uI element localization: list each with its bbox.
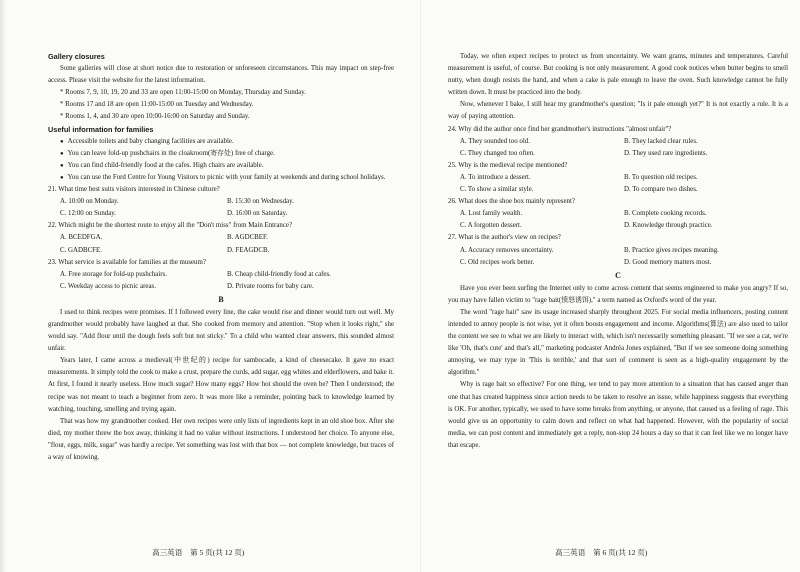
- rooms-line-1: * Rooms 7, 9, 10, 19, 20 and 33 are open 11:00-15:00 on Monday, Thursday and Sunday.: [60, 89, 306, 97]
- question-27-options: [448, 245, 788, 269]
- option-c: C. Weekday access to picnic areas.: [60, 282, 156, 290]
- families-item-3: ● You can find child-friendly food at the cafes. High chairs are available.: [48, 160, 394, 172]
- page-fold-divider: [420, 0, 421, 572]
- passage-c-paragraph-1: Have you ever been surfing the Internet only to come across content that seems engineered to make you angry? If so, you may have fallen victim to "rage bait(愤怒诱饵)," a term named as Oxford's word of the year.: [448, 284, 788, 304]
- option-a: A. They sounded too old.: [460, 137, 530, 145]
- right-page-footer: 高三英语 第 6 页(共 12 页): [555, 548, 648, 557]
- question-21-options: [48, 196, 394, 220]
- option-a: A. BCEDFGA.: [60, 234, 103, 242]
- question-22-options: [48, 232, 394, 256]
- option-d: D. Knowledge through practice.: [624, 222, 713, 230]
- left-page-footer: 高三英语 第 5 页(共 12 页): [152, 548, 245, 557]
- option-c: C. GADBCFE.: [60, 246, 102, 254]
- question-27: 27. What is the author's view on recipes?: [448, 234, 561, 242]
- option-a: A. 10:00 on Monday.: [60, 198, 119, 206]
- gallery-closures-text: Some galleries will close at short notice due to restoration or unforeseen circumstances. This may impact on step-free access. Please visit the website for the latest information.: [48, 65, 394, 85]
- option-d: D. Good memory matters most.: [624, 258, 712, 266]
- option-d: D. FEAGDCB.: [227, 246, 270, 254]
- left-page: [48, 51, 394, 548]
- option-b: B. AGDCBEF.: [227, 234, 268, 242]
- rooms-line-2: * Rooms 17 and 18 are open 11:00-15:00 on Tuesday and Wednesday.: [60, 101, 254, 109]
- option-d: D. To compare two dishes.: [624, 186, 698, 194]
- option-d: D. 16:00 on Saturday.: [227, 210, 288, 218]
- option-c: C. Old recipes work better.: [460, 258, 535, 266]
- question-21: 21. What time best suits visitors interested in Chinese culture?: [48, 186, 220, 194]
- question-23-options: [48, 269, 394, 293]
- option-c: C. They changed too often.: [460, 149, 535, 157]
- question-26: 26. What does the shoe box mainly represent?: [448, 198, 575, 206]
- families-item-2: ● You can leave fold-up pushchairs in the cloakroom(寄存处) free of charge.: [48, 148, 394, 160]
- right-page: [448, 51, 788, 548]
- rooms-line-3: * Rooms 1, 4, and 30 are open 10:00-16:00 on Saturday and Sunday.: [60, 113, 250, 121]
- option-a: A. Free storage for fold-up pushchairs.: [60, 270, 167, 278]
- question-22: 22. Which might be the shortest route to enjoy all the "Don't miss" from Main Entrance?: [48, 222, 293, 230]
- families-item-1: ● Accessible toilets and baby changing facilities are available.: [48, 136, 394, 148]
- option-a: A. Accuracy removes uncertainty.: [460, 246, 554, 254]
- question-26-options: [448, 208, 788, 232]
- option-c: C. 12:00 on Sunday.: [60, 210, 117, 218]
- option-b: B. Complete cooking records.: [624, 210, 707, 218]
- passage-b-paragraph-1: I used to think recipes were promises. If I followed every line, the cake would rise and dinner would turn out well. My grandmother would probably have laughed at that. She cooked from memory and attention. "Stop when it looks right," she would say. "Add flour until the dough feels soft but not sticky." To a child who wanted clear answers, this sounded almost unfair.: [48, 308, 394, 353]
- passage-c-paragraph-2: The word "rage bait" saw its usage increased sharply throughout 2025. For social media influencers, posting content intended to annoy people is not wise, yet it often boosts engagement and income. Algorithms(算法) are also used to tailor the content we see to what we are likely to interact with, which isn't necessarily something pleasant. "If we see a cat, we're like 'Oh, that's cute' and that's all," marketing podcaster Andréa Jones explained, "But if we see someone doing something annoying, we may type in 'This is terrible,' and that sort of comment is seen as a high-quality engagement by the algorithm.": [448, 308, 788, 377]
- section-c-heading: C: [615, 270, 621, 280]
- passage-b-paragraph-3: That was how my grandmother cooked. Her own recipes were only lists of ingredients kept in an old shoe box. After she died, my mother threw the box away, thinking it had no value without instructions. I understood her choice. To anyone else, "flour, eggs, milk, sugar" was hardly a recipe. Yet something was lost with that box — not complete knowledge, but traces of a way of knowing.: [48, 417, 394, 461]
- question-25: 25. Why is the medieval recipe mentioned?: [448, 161, 568, 169]
- gallery-closures-heading: Gallery closures: [48, 52, 105, 61]
- option-b: B. 15:30 on Wednesday.: [227, 198, 294, 206]
- option-a: A. To introduce a dessert.: [460, 173, 531, 181]
- passage-b-paragraph-4: Today, we often expect recipes to protect us from uncertainty. We want grams, minutes and temperatures. Careful measurement is useful, of course. But cooking is not only measurement. A good cook notices when butter begins to smell nutty, when dough resists the hand, and when a cake is pale enough to leave the oven. Such knowledge cannot be fully written down. It must be practiced into the body.: [448, 53, 788, 97]
- families-heading: Useful information for families: [48, 124, 154, 134]
- question-25-options: [448, 172, 788, 196]
- question-24-options: [448, 136, 788, 160]
- option-b: B. Practice gives recipes meaning.: [624, 246, 719, 254]
- option-b: B. They lacked clear rules.: [624, 137, 698, 145]
- option-a: A. Lost family wealth.: [460, 210, 523, 218]
- families-item-4: ● You can use the Ford Centre for Young Visitors to picnic with your family at weekends and during school holidays.: [48, 172, 394, 184]
- option-d: D. Private rooms for baby care.: [227, 282, 314, 290]
- question-23: 23. What service is available for families at the museum?: [48, 258, 206, 266]
- option-b: B. To question old recipes.: [624, 173, 698, 181]
- passage-b-paragraph-2: Years later, I came across a medieval(中世纪的) recipe for sambocade, a kind of cheesecake. It gave no exact measurements. It simply told the cook to make a crust, prepare the curds, add sugar, egg whites and elderflowers, and bake it. At first, I found it nearly useless. How much sugar? How many eggs? How hot should the oven be? Then I understood; the recipe was not meant to teach a beginner from zero. It was more like a reminder, pointing back to knowledge learned by watching, touching, smelling and trying again.: [48, 357, 394, 413]
- option-c: C. To show a similar style.: [460, 186, 534, 194]
- option-b: B. Cheap child-friendly food at cafes.: [227, 270, 331, 278]
- section-b-heading: B: [218, 294, 224, 304]
- page-edge-shadow: [0, 0, 6, 572]
- passage-c-paragraph-3: Why is rage bait so effective? For one thing, we tend to pay more attention to a situation that has caused anger than one that has created happiness since action needs to be taken to resolve an issue, while happiness suggests that everything is OK. For another, typically, we used to have some breaks from anything, or anyone, that caused us a feeling of rage. This would give us an opportunity to calm down and reflect on what had happened. However, with the popularity of social media, we can post content and immediately get a reply, non-stop 24 hours a day so that it can feel like we no longer have that escape.: [448, 381, 788, 449]
- question-24: 24. Why did the author once find her grandmother's instructions "almost unfair"?: [448, 125, 672, 133]
- option-d: D. They used rare ingredients.: [624, 149, 708, 157]
- passage-b-paragraph-5: Now, whenever I bake, I still hear my grandmother's question; "Is it pale enough yet?" It is not exactly a rule. It is a way of paying attention.: [448, 101, 788, 121]
- option-c: C. A forgotten dessert.: [460, 222, 522, 230]
